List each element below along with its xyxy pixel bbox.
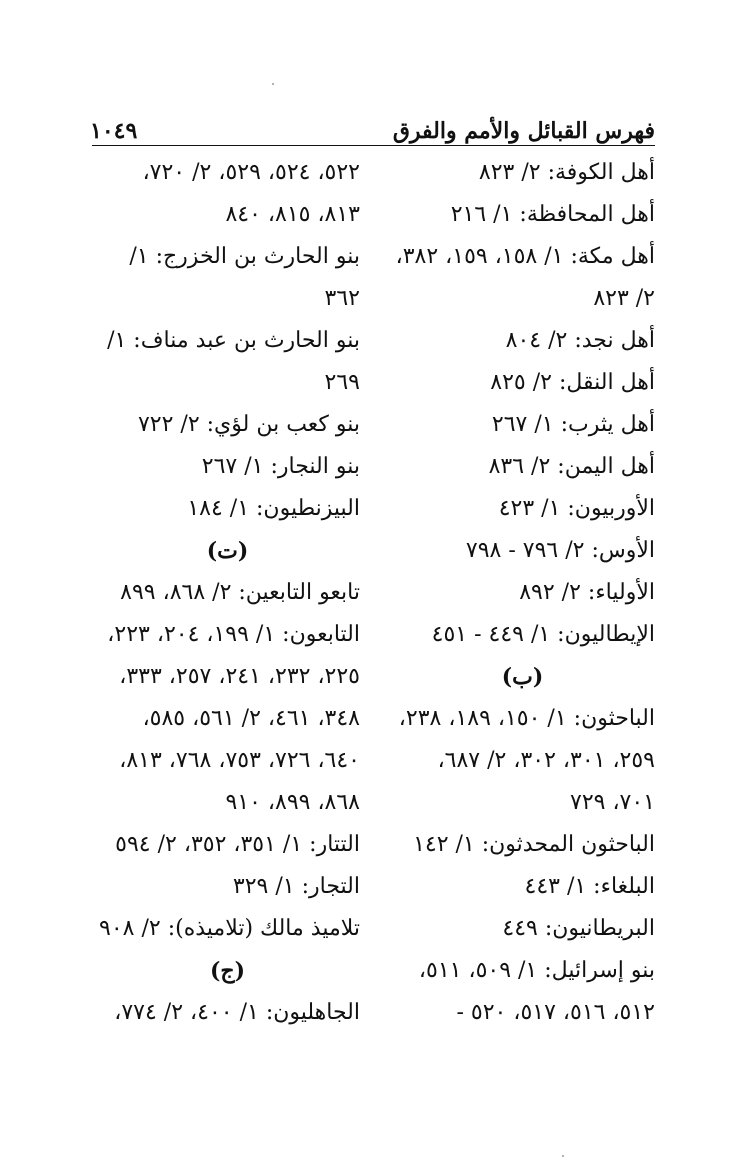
index-entry: أهل اليمن: ٢/ ٨٣٦	[488, 454, 655, 479]
section-letter-heading: (ج)	[209, 958, 246, 984]
index-entry: تلاميذ مالك (تلاميذه): ٢/ ٩٠٨	[99, 916, 360, 941]
header-title: فهرس القبائل والأمم والفرق	[392, 118, 655, 144]
page-header	[90, 104, 655, 144]
section-letter-heading: (ب)	[501, 664, 544, 690]
index-entry: أهل مكة: ١/ ١٥٨، ١٥٩، ٣٨٢، ٢/ ٨٢٣	[395, 244, 655, 311]
index-entry: بنو الحارث بن الخزرج: ١/ ٣٦٢	[129, 244, 360, 311]
index-entry: الباحثون: ١/ ١٥٠، ١٨٩، ٢٣٨، ٢٥٩، ٣٠١، ٣٠٢، ٢/ ٦٨٧، ٧٠١، ٧٢٩	[398, 706, 655, 815]
index-entry: الباحثون المحدثون: ١/ ١٤٢	[413, 832, 655, 857]
index-entry: البيزنطيون: ١/ ١٨٤	[187, 496, 360, 521]
scan-speck	[272, 83, 274, 85]
index-entry: بنو إسرائيل: ١/ ٥٠٩، ٥١١، ٥١٢، ٥١٦، ٥١٧، ٥٢٠ -	[418, 958, 655, 1025]
index-entry: الأوربيون: ١/ ٤٢٣	[498, 496, 655, 521]
index-entry: ٥٢٢، ٥٢٤، ٥٢٩، ٢/ ٧٢٠، ٨١٣، ٨١٥، ٨٤٠	[142, 160, 360, 227]
index-entry: التتار: ١/ ٣٥١، ٣٥٢، ٢/ ٥٩٤	[115, 832, 360, 857]
index-entry: الأولياء: ٢/ ٨٩٢	[519, 580, 655, 605]
index-entry: أهل نجد: ٢/ ٨٠٤	[505, 328, 655, 353]
scan-speck	[562, 1155, 564, 1157]
index-entry: البريطانيون: ٤٤٩	[502, 916, 655, 941]
index-entry: بنو كعب بن لؤي: ٢/ ٧٢٢	[137, 412, 360, 437]
index-entry: التجار: ١/ ٣٢٩	[232, 874, 360, 899]
index-entry: التابعون: ١/ ١٩٩، ٢٠٤، ٢٢٣، ٢٢٥، ٢٣٢، ٢٤١، ٢٥٧، ٣٣٣، ٣٤٨، ٤٦١، ٢/ ٥٦١، ٥٨٥، ٦٤٠، ٧٢٦، ٧٥٣، ٧٦٨، ٨١٣، ٨٦٨، ٨٩٩، ٩١٠	[107, 622, 360, 815]
index-entry: الإيطاليون: ١/ ٤٤٩ - ٤٥١	[431, 622, 655, 647]
index-entry: الجاهليون: ١/ ٤٠٠، ٢/ ٧٧٤،	[114, 1000, 360, 1025]
index-entry: أهل المحافظة: ١/ ٢١٦	[450, 202, 655, 227]
index-column-left	[95, 152, 360, 1034]
index-entry: أهل يثرب: ١/ ٢٦٧	[491, 412, 655, 437]
header-rule	[92, 145, 655, 146]
index-entry: أهل النقل: ٢/ ٨٢٥	[490, 370, 655, 395]
index-entry: الأوس: ٢/ ٧٩٦ - ٧٩٨	[465, 538, 655, 563]
page-number: ١٠٤٩	[90, 118, 138, 144]
index-entry: بنو النجار: ١/ ٢٦٧	[201, 454, 360, 479]
index-entry: تابعو التابعين: ٢/ ٨٦٨، ٨٩٩	[120, 580, 360, 605]
index-entry: أهل الكوفة: ٢/ ٨٢٣	[478, 160, 655, 185]
index-entry: بنو الحارث بن عبد مناف: ١/ ٢٦٩	[107, 328, 360, 395]
section-letter-heading: (ت)	[206, 538, 249, 564]
index-entry: البلغاء: ١/ ٤٤٣	[524, 874, 655, 899]
index-column-right	[390, 152, 655, 1034]
